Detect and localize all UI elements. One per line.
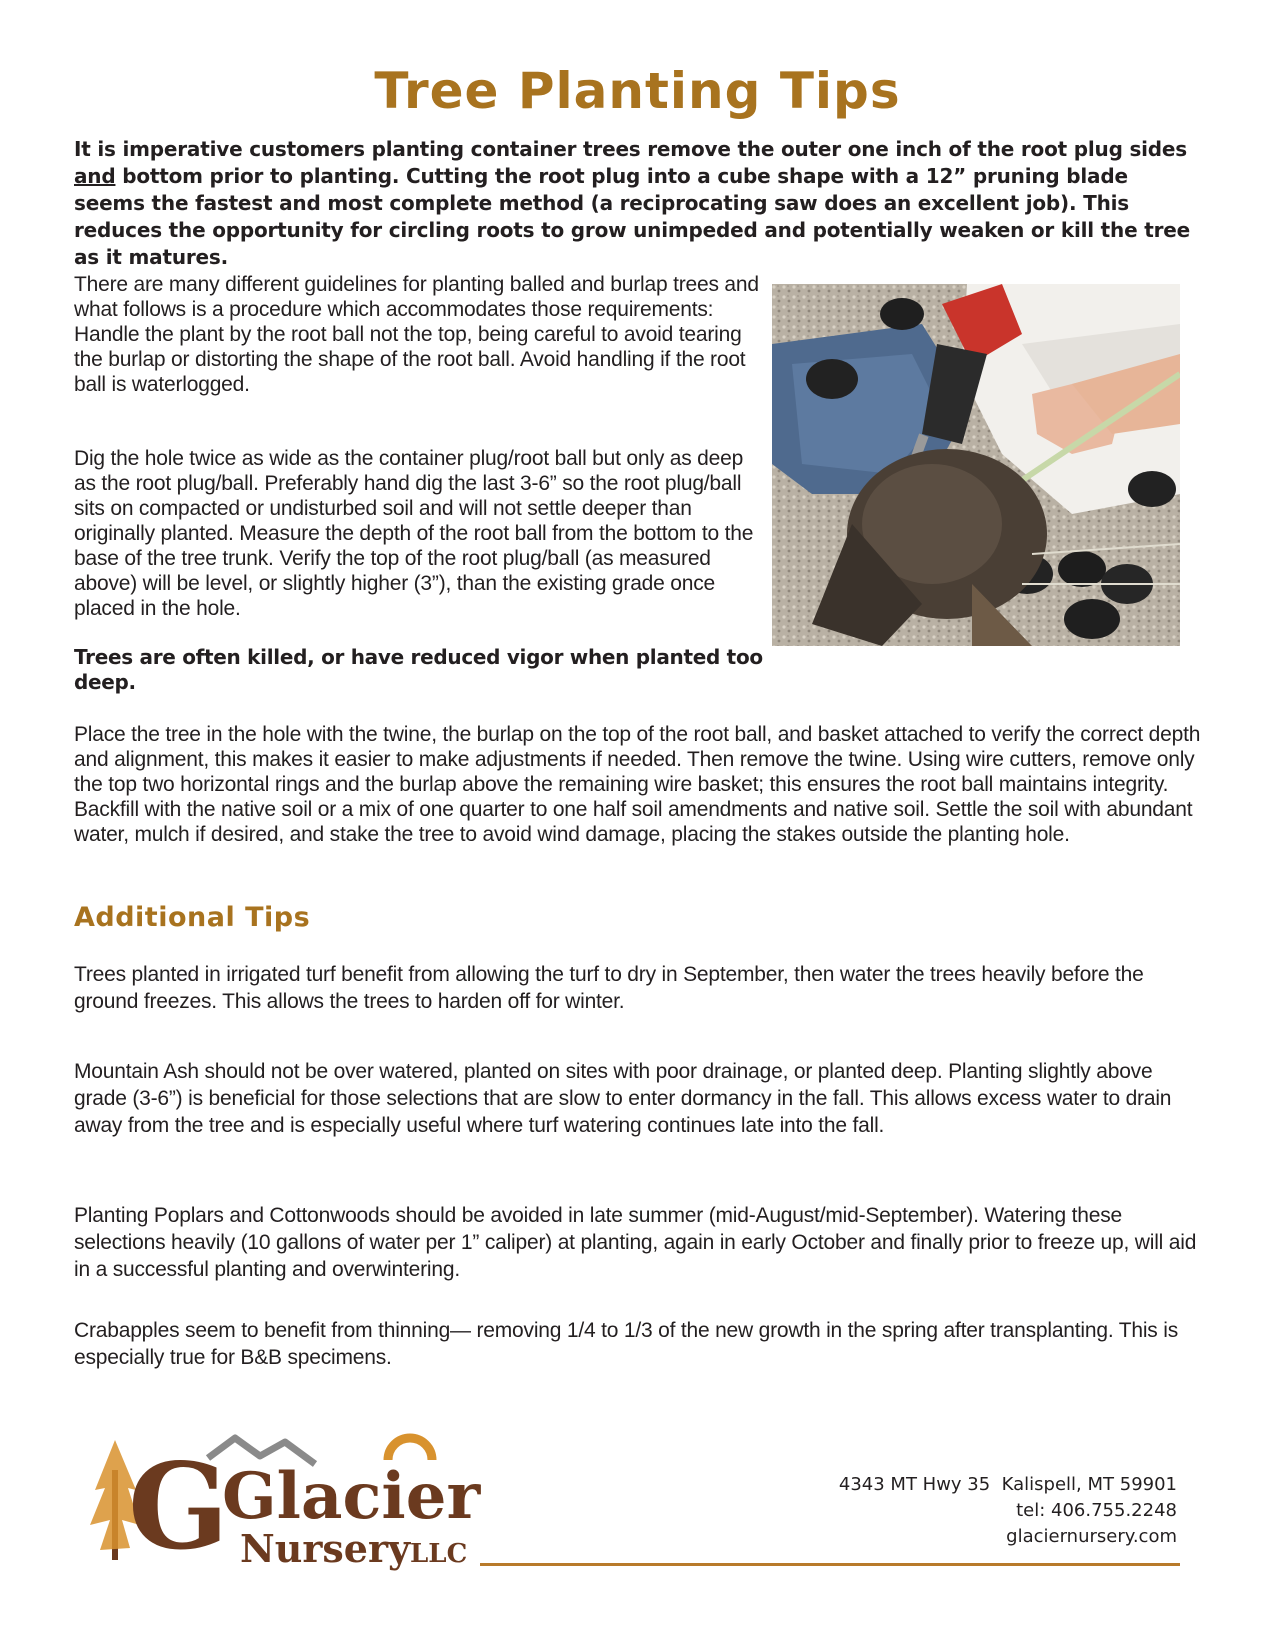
additional-tips-heading: Additional Tips <box>74 902 311 933</box>
contact-block <box>839 1472 1177 1550</box>
footer-divider <box>480 1563 1180 1566</box>
intro-text-end: bottom prior to planting. Cutting the root plug into a cube shape with a 12” pruning blade seems the fastest and most complete method (a reciprocating saw does an excellent job). This reduces the opportunity for circling roots to grow unimpeded and potentially weaken or kill the tree as it matures. <box>74 164 1190 269</box>
logo-suffix-text: LLC <box>410 1539 468 1569</box>
intro-underlined-word: and <box>74 164 116 188</box>
logo-main-text: Glacier <box>222 1459 481 1534</box>
website-link[interactable]: glaciernursery.com <box>1006 1526 1177 1547</box>
placement-paragraph: Place the tree in the hole with the twine, the burlap on the top of the root ball, and basket attached to verify the correct depth and alignment, this makes it easier to make adjustments if needed. Then remove the twine. Using wire cutters, remove only the top two horizontal rings and the burlap above the remaining wire basket; this ensures the root ball maintains integrity. Backfill with the native soil or a mix of one quarter to one half soil amendments and native soil. Settle the soil with abundant water, mulch if desired, and stake the tree to avoid wind damage, placing the stakes outside the planting hole. <box>74 723 1201 846</box>
tip-crabapples: Crabapples seem to benefit from thinning— removing 1/4 to 1/3 of the new growth in the spring after transplanting. This is especially true for B&B specimens. <box>74 1319 1178 1369</box>
phone-line: tel: 406.755.2248 <box>1016 1500 1177 1521</box>
tip-mountain-ash: Mountain Ash should not be over watered, planted on sites with poor drainage, or planted deep. Planting slightly above grade (3-6”) is beneficial for those selections that are slow to enter dormancy in the fall. This allows excess water to drain away from the tree and is especially useful where turf watering continues late into the fall. <box>74 1060 1172 1137</box>
glacier-nursery-logo <box>90 1430 510 1580</box>
address-line: 4343 MT Hwy 35 Kalispell, MT 59901 <box>838 1474 1177 1495</box>
logo-sub-text: Nursery <box>240 1526 411 1571</box>
intro-text-start: It is imperative customers planting container trees remove the outer one inch of the root plug sides <box>74 137 1187 161</box>
page-title: Tree Planting Tips <box>374 62 901 120</box>
svg-text:G: G <box>128 1437 229 1576</box>
tip-poplars: Planting Poplars and Cottonwoods should be avoided in late summer (mid-August/mid-September). Watering these selections heavily (10 gallons of water per 1” caliper) at planting, again in early October and finally prior to freeze up, will aid in a successful planting and overwintering. <box>74 1204 1197 1281</box>
tip-turf: Trees planted in irrigated turf benefit from allowing the turf to dry in September, then water the trees heavily before the ground freezes. This allows the trees to harden off for winter. <box>74 963 1144 1013</box>
root-pruning-photo <box>772 284 1180 646</box>
handling-paragraph: There are many different guidelines for planting balled and burlap trees and what follows is a procedure which accommodates those requirements: Handle the plant by the root ball not the top, being careful to avoid tearing the burlap or distorting the shape of the root ball. Avoid handling if the root ball is waterlogged. <box>74 273 759 396</box>
depth-warning: Trees are often killed, or have reduced vigor when planted too deep. <box>74 645 763 694</box>
intro-paragraph <box>74 136 1204 271</box>
digging-paragraph: Dig the hole twice as wide as the container plug/root ball but only as deep as the root plug/ball. Preferably hand dig the last 3-6” so the root plug/ball sits on compacted or undisturbed soil and will not settle deeper than originally planted. Measure the depth of the root ball from the bottom to the base of the tree trunk. Verify the top of the root plug/ball (as measured above) will be level, or slightly higher (3”), than the existing grade once placed in the hole. <box>74 447 754 620</box>
